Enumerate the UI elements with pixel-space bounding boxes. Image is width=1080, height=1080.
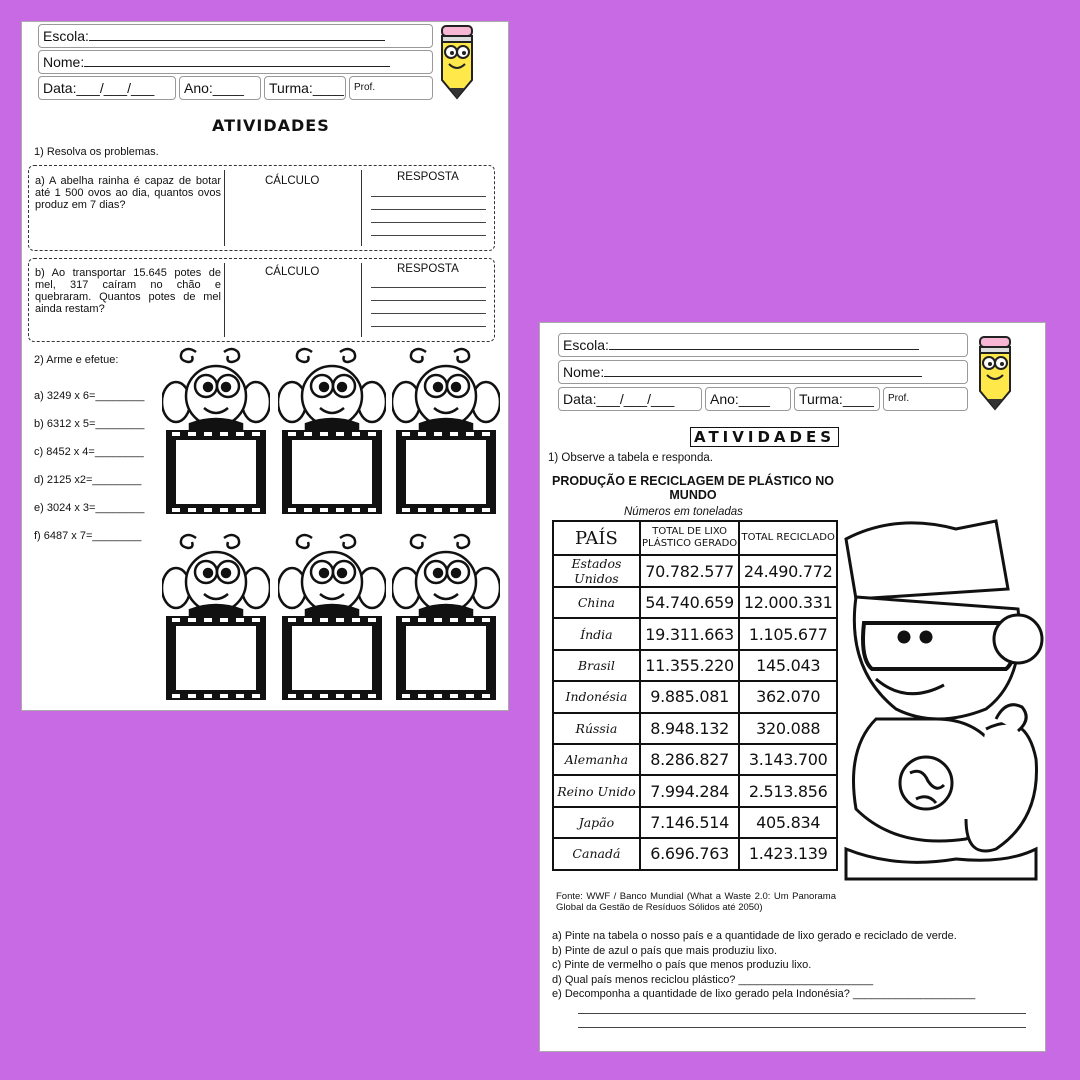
table-row (553, 618, 837, 649)
operation-b: b) 6312 x 5=________ (34, 418, 145, 430)
resp-label-b: RESPOSTA (397, 263, 459, 275)
pencil-mascot-icon (434, 22, 480, 102)
name-field[interactable] (558, 360, 968, 384)
problem-b-box (28, 258, 495, 342)
class-label: Turma:____ (799, 391, 874, 407)
bee-frame-icon (278, 530, 386, 700)
question-1: 1) Observe a tabela e responda. (548, 452, 713, 464)
name-line (84, 52, 390, 67)
name-label: Nome: (43, 54, 85, 70)
date-field[interactable] (558, 387, 702, 411)
operation-e: e) 3024 x 3=________ (34, 502, 145, 514)
col-header-country: PAÍS (553, 521, 640, 555)
school-line (89, 26, 385, 41)
table-row (553, 650, 837, 681)
date-label: Data:___/___/___ (563, 391, 675, 407)
col-header-generated: TOTAL DE LIXO PLÁSTICO GERADO (640, 521, 740, 555)
school-label: Escola: (563, 337, 609, 353)
school-field[interactable] (38, 24, 433, 48)
questions-list (552, 930, 975, 1003)
teacher-label: Prof. (888, 393, 910, 404)
cell-recycled: 362.070 (739, 681, 837, 712)
year-label: Ano:____ (710, 391, 770, 407)
bee-frame-icon (392, 344, 500, 514)
table-row (553, 807, 837, 838)
teacher-label: Prof. (354, 82, 376, 93)
teacher-field[interactable] (349, 76, 433, 100)
question-e: e) Decomponha a quantidade de lixo gerado pela Indonésia? ____________________ (552, 988, 976, 1000)
page-title: ATIVIDADES (690, 427, 839, 447)
cell-generated: 11.355.220 (640, 650, 740, 681)
date-label: Data:___/___/___ (43, 80, 155, 96)
bee-frame-icon (392, 530, 500, 700)
worksheet-multiplication (22, 22, 508, 710)
question-d: d) Qual país menos reciclou plástico? ______________________ (552, 973, 874, 986)
problem-a-text: a) A abelha rainha é capaz de botar até 1 500 ovos ao dia, quantos ovos produz em 7 dias? (35, 175, 221, 211)
problem-b-text: b) Ao transportar 15.645 potes de mel, 317 caíram no chão e quebraram. Quantos potes de mel ainda restam? (35, 267, 221, 315)
operation-c: c) 8452 x 4=________ (34, 446, 144, 458)
name-label: Nome: (563, 364, 605, 380)
table-subtitle: Números em toneladas (624, 506, 743, 518)
cell-generated: 8.286.827 (640, 744, 740, 775)
question-c: c) Pinte de vermelho o país que menos produziu lixo. (552, 959, 812, 971)
col-header-recycled: TOTAL RECICLADO (739, 521, 837, 555)
table-row (553, 555, 837, 587)
cell-country: Indonésia (553, 681, 640, 712)
operation-f: f) 6487 x 7=________ (34, 530, 142, 542)
resp-label-a: RESPOSTA (397, 171, 459, 183)
operation-d: d) 2125 x2=________ (34, 474, 142, 486)
school-line (609, 335, 919, 350)
cell-country: Brasil (553, 650, 640, 681)
date-field[interactable] (38, 76, 176, 100)
year-field[interactable] (179, 76, 261, 100)
plastic-table (552, 520, 838, 871)
cell-generated: 70.782.577 (640, 555, 740, 587)
cell-country: Reino Unido (553, 775, 640, 806)
school-field[interactable] (558, 333, 968, 357)
table-row (553, 744, 837, 775)
school-label: Escola: (43, 28, 89, 44)
cell-country: Japão (553, 807, 640, 838)
cell-country: Alemanha (553, 744, 640, 775)
cell-generated: 6.696.763 (640, 838, 740, 869)
question-2: 2) Arme e efetue: (34, 354, 119, 366)
cell-country: Canadá (553, 838, 640, 869)
question-1: 1) Resolva os problemas. (34, 146, 159, 158)
name-line (604, 362, 922, 377)
problem-a-box (28, 165, 495, 251)
year-label: Ano:____ (184, 80, 244, 96)
operations-list (34, 390, 144, 558)
question-a: a) Pinte na tabela o nosso país e a quantidade de lixo gerado e reciclado de verde. (552, 930, 957, 942)
cell-recycled: 3.143.700 (739, 744, 837, 775)
name-field[interactable] (38, 50, 433, 74)
cell-country: China (553, 587, 640, 618)
cell-recycled: 2.513.856 (739, 775, 837, 806)
cell-recycled: 320.088 (739, 713, 837, 744)
cell-generated: 7.994.284 (640, 775, 740, 806)
answer-line (578, 1027, 1026, 1028)
cell-recycled: 24.490.772 (739, 555, 837, 587)
pencil-mascot-icon (972, 331, 1018, 415)
class-field[interactable] (794, 387, 880, 411)
cell-recycled: 12.000.331 (739, 587, 837, 618)
superhero-bear-icon (836, 519, 1045, 889)
cell-recycled: 1.105.677 (739, 618, 837, 649)
cell-generated: 9.885.081 (640, 681, 740, 712)
calc-label-a: CÁLCULO (265, 175, 320, 187)
bee-frame-icon (162, 344, 270, 514)
answer-line (578, 1013, 1026, 1014)
cell-country: Índia (553, 618, 640, 649)
cell-generated: 8.948.132 (640, 713, 740, 744)
year-field[interactable] (705, 387, 791, 411)
table-title: PRODUÇÃO E RECICLAGEM DE PLÁSTICO NO MUNDO (552, 474, 834, 502)
class-field[interactable] (264, 76, 346, 100)
bee-frame-icon (278, 344, 386, 514)
table-source: Fonte: WWF / Banco Mundial (What a Waste 2.0: Um Panorama Global da Gestão de Resíduos Sólidos até 2050) (556, 891, 836, 913)
cell-recycled: 405.834 (739, 807, 837, 838)
table-row (553, 838, 837, 869)
page-title: ATIVIDADES (212, 116, 330, 135)
cell-recycled: 145.043 (739, 650, 837, 681)
cell-country: Rússia (553, 713, 640, 744)
worksheet-plastic-table (540, 323, 1045, 1051)
cell-country: Estados Unidos (553, 555, 640, 587)
bee-frame-icon (162, 530, 270, 700)
question-b: b) Pinte de azul o país que mais produziu lixo. (552, 944, 778, 957)
operation-a: a) 3249 x 6=________ (34, 390, 145, 402)
teacher-field[interactable] (883, 387, 968, 411)
table-row (553, 681, 837, 712)
table-row (553, 587, 837, 618)
cell-recycled: 1.423.139 (739, 838, 837, 869)
cell-generated: 7.146.514 (640, 807, 740, 838)
cell-generated: 54.740.659 (640, 587, 740, 618)
class-label: Turma:____ (269, 80, 344, 96)
cell-generated: 19.311.663 (640, 618, 740, 649)
calc-label-b: CÁLCULO (265, 266, 320, 278)
table-row (553, 713, 837, 744)
table-row (553, 775, 837, 806)
